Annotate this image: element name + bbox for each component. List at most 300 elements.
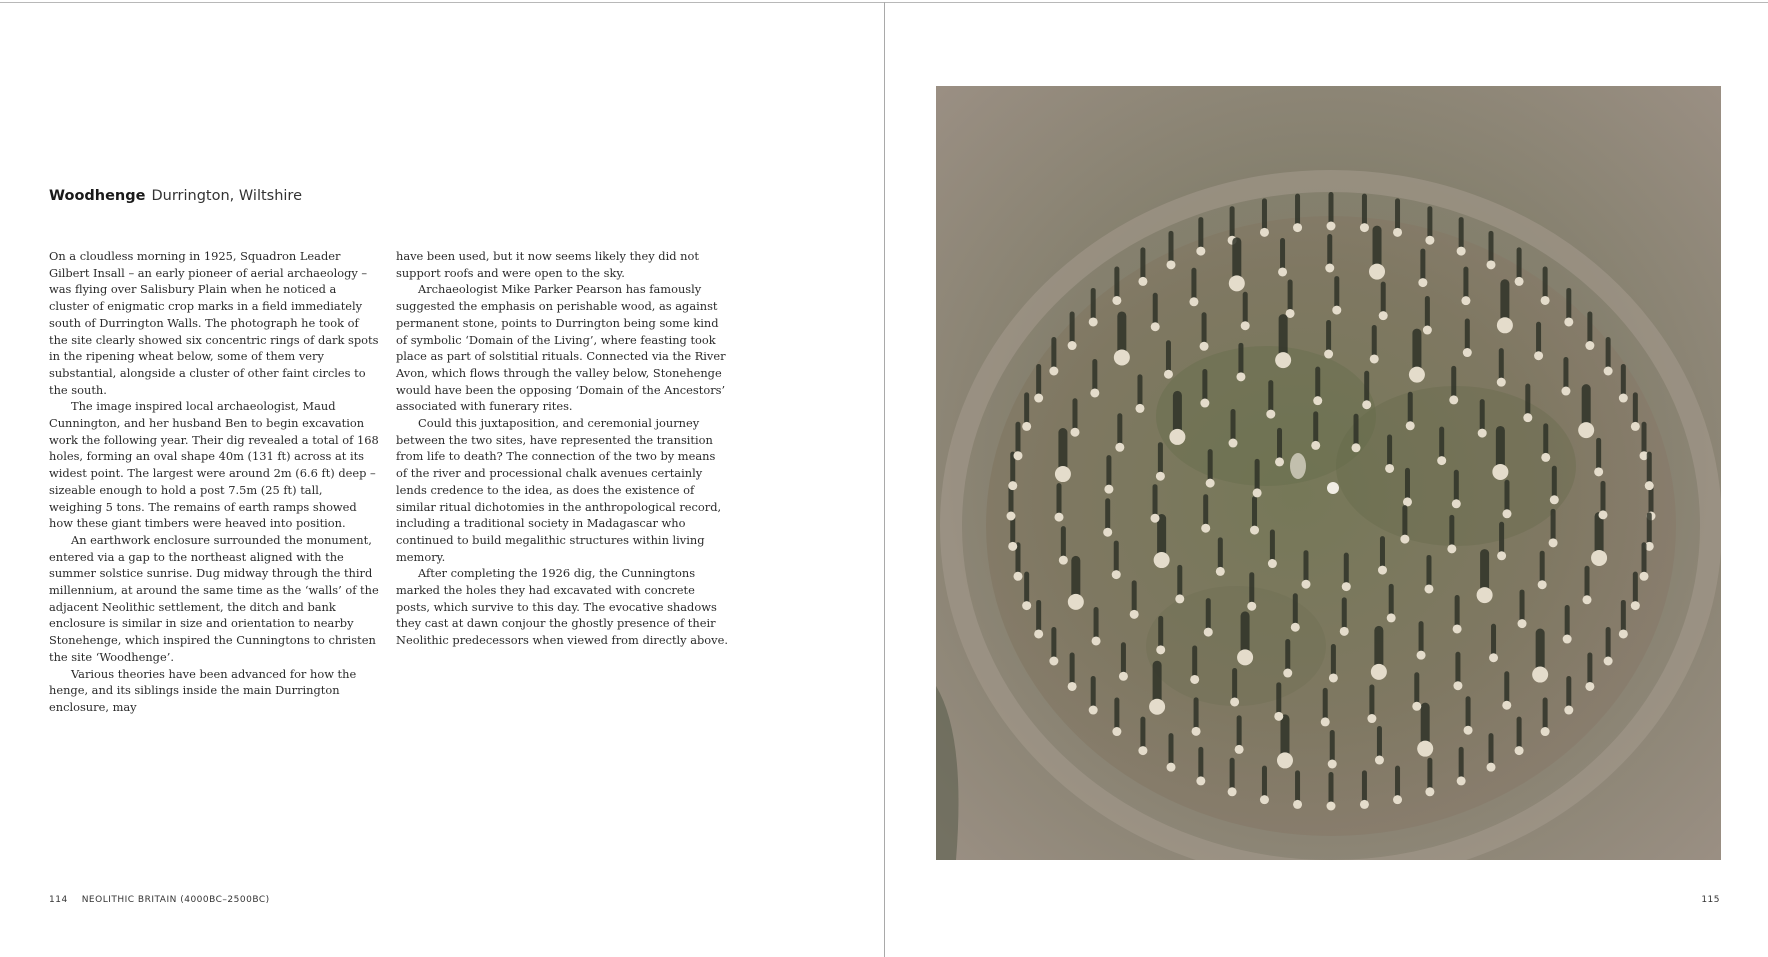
concrete-post: [1293, 800, 1302, 809]
concrete-post: [1325, 264, 1334, 273]
post-shadow: [1420, 249, 1425, 283]
concrete-post: [1260, 795, 1269, 804]
concrete-post: [1385, 464, 1394, 473]
concrete-post: [1424, 584, 1433, 593]
post-shadow: [1295, 194, 1300, 228]
post-shadow: [1425, 296, 1430, 330]
post-shadow: [1499, 522, 1504, 556]
concrete-post: [1228, 787, 1237, 796]
concrete-post: [1378, 566, 1387, 575]
post-shadow: [1585, 566, 1590, 600]
post-shadow: [1252, 496, 1257, 530]
post-shadow: [1647, 452, 1652, 486]
post-shadow: [1587, 312, 1592, 346]
concrete-post: [1594, 467, 1603, 476]
post-shadow: [1295, 770, 1300, 804]
concrete-post: [1492, 464, 1508, 480]
paragraph: Archaeologist Mike Parker Pearson has famously suggested the emphasis on perishable wood, as against permanent stone, points to Durrington being some kind of symbolic ‘Domain of the Living’, where feasting took place as part of solstitial rituals. Connected via the River Avon, which flows through the valley below, Stonehenge would have been the opposing ‘Domain of the Ancestors’ associated with funerary rites.: [396, 282, 726, 414]
concrete-post: [1541, 296, 1550, 305]
concrete-post: [1253, 488, 1262, 497]
concrete-post: [1230, 697, 1239, 706]
concrete-post: [1138, 277, 1147, 286]
post-shadow: [1276, 682, 1281, 716]
post-shadow: [1587, 652, 1592, 686]
post-shadow: [1121, 642, 1126, 676]
concrete-post: [1275, 457, 1284, 466]
right-page-number: 115: [1701, 895, 1720, 905]
concrete-post: [1068, 341, 1077, 350]
concrete-post: [1449, 395, 1458, 404]
post-shadow: [1489, 231, 1494, 265]
post-shadow: [1489, 733, 1494, 767]
post-shadow: [1331, 644, 1336, 678]
post-shadow: [1237, 715, 1242, 749]
concrete-post: [1192, 727, 1201, 736]
left-page-footer: [49, 895, 270, 905]
post-shadow: [1536, 322, 1541, 356]
post-shadow: [1036, 600, 1041, 634]
post-shadow: [1106, 455, 1111, 489]
concrete-post: [1034, 394, 1043, 403]
concrete-post: [1247, 602, 1256, 611]
concrete-post: [1149, 699, 1165, 715]
concrete-post: [1417, 741, 1433, 757]
paragraph: After completing the 1926 dig, the Cunningtons marked the holes they had excavated with concrete posts, which survive to this day. The evocative shadows they cast at dawn conjour the ghostly presence of their Neolithic predecessors when viewed from directly above.: [396, 566, 728, 648]
post-shadow: [1326, 320, 1331, 354]
concrete-post: [1013, 572, 1022, 581]
post-shadow: [1313, 411, 1318, 445]
post-shadow: [1405, 468, 1410, 502]
post-shadow: [1024, 392, 1029, 426]
post-shadow: [1381, 282, 1386, 316]
post-shadow: [1206, 598, 1211, 632]
post-shadow: [1285, 639, 1290, 673]
concrete-post: [1206, 479, 1215, 488]
concrete-post: [1502, 701, 1511, 710]
concrete-post: [1250, 526, 1259, 535]
concrete-post: [1200, 342, 1209, 351]
concrete-post: [1229, 275, 1245, 291]
concrete-post: [1204, 628, 1213, 637]
left-text-column: [49, 248, 379, 716]
post-shadow: [1362, 194, 1367, 228]
concrete-post: [1055, 466, 1071, 482]
post-shadow: [1072, 398, 1077, 432]
post-shadow: [1543, 423, 1548, 457]
post-shadow: [1354, 414, 1359, 448]
post-shadow: [1169, 733, 1174, 767]
post-shadow: [1642, 542, 1647, 576]
concrete-post: [1515, 746, 1524, 755]
post-shadow: [1395, 198, 1400, 232]
post-shadow: [1426, 555, 1431, 589]
concrete-post: [1089, 706, 1098, 715]
post-shadow: [1268, 380, 1273, 414]
concrete-post: [1631, 422, 1640, 431]
concrete-post: [1332, 306, 1341, 315]
concrete-post: [1327, 802, 1336, 811]
post-shadow: [1270, 530, 1275, 564]
post-shadow: [1621, 600, 1626, 634]
concrete-post: [1008, 481, 1017, 490]
concrete-post: [1457, 247, 1466, 256]
post-shadow: [1525, 384, 1530, 418]
post-shadow: [1303, 550, 1308, 584]
concrete-post: [1049, 657, 1058, 666]
concrete-post: [1457, 776, 1466, 785]
concrete-post: [1112, 570, 1121, 579]
post-shadow: [1565, 605, 1570, 639]
concrete-post: [1022, 422, 1031, 431]
concrete-post: [1418, 278, 1427, 287]
concrete-post: [1564, 317, 1573, 326]
post-shadow: [1606, 627, 1611, 661]
post-shadow: [1208, 449, 1213, 483]
post-shadow: [1288, 279, 1293, 313]
concrete-post: [1200, 399, 1209, 408]
post-shadow: [1015, 422, 1020, 456]
concrete-post: [1375, 756, 1384, 765]
post-shadow: [1504, 671, 1509, 705]
post-shadow: [1177, 565, 1182, 599]
post-shadow: [1499, 348, 1504, 382]
post-shadow: [1070, 652, 1075, 686]
post-shadow: [1243, 292, 1248, 326]
concrete-post: [1393, 795, 1402, 804]
concrete-post: [1425, 236, 1434, 245]
post-shadow: [1596, 438, 1601, 472]
post-shadow: [1480, 399, 1485, 433]
concrete-post: [1190, 675, 1199, 684]
post-shadow: [1238, 343, 1243, 377]
concrete-post: [1112, 296, 1121, 305]
concrete-post: [1400, 535, 1409, 544]
concrete-post: [1409, 367, 1425, 383]
post-shadow: [1642, 422, 1647, 456]
concrete-post: [1538, 580, 1547, 589]
concrete-post: [1453, 624, 1462, 633]
post-shadow: [1094, 607, 1099, 641]
post-shadow: [1293, 593, 1298, 627]
concrete-post: [1598, 510, 1607, 519]
concrete-post: [1260, 228, 1269, 237]
concrete-post: [1550, 495, 1559, 504]
concrete-post: [1268, 559, 1277, 568]
concrete-post: [1034, 629, 1043, 638]
concrete-post: [1175, 594, 1184, 603]
post-shadow: [1140, 717, 1145, 751]
concrete-post: [1278, 267, 1287, 276]
concrete-post: [1478, 429, 1487, 438]
post-shadow: [1329, 772, 1334, 806]
concrete-post: [1417, 651, 1426, 660]
concrete-post: [1640, 572, 1649, 581]
post-shadow: [1342, 597, 1347, 631]
concrete-post: [1119, 672, 1128, 681]
concrete-post: [1340, 627, 1349, 636]
post-shadow: [1389, 584, 1394, 618]
post-shadow: [1091, 676, 1096, 710]
post-shadow: [1230, 758, 1235, 792]
concrete-post: [1387, 613, 1396, 622]
post-shadow: [1166, 340, 1171, 374]
concrete-post: [1130, 610, 1139, 619]
paragraph: Could this juxtaposition, and ceremonial journey between the two sites, have represented the transition from life to death? The connection of the two by means of the river and processional chalk avenues certainly lends credence to the idea, as does the existence of similar ritual dichotomies in the anthropological record, including a traditional society in Madagascar who continued to build megalithic structures within living memory.: [396, 416, 722, 564]
post-shadow: [1566, 676, 1571, 710]
concrete-post: [1534, 351, 1543, 360]
post-shadow: [1427, 758, 1432, 792]
concrete-post: [1114, 349, 1130, 365]
post-shadow: [1517, 717, 1522, 751]
post-shadow: [1517, 247, 1522, 281]
concrete-post: [1216, 567, 1225, 576]
concrete-post: [1477, 587, 1493, 603]
post-shadow: [1455, 595, 1460, 629]
concrete-post: [1563, 635, 1572, 644]
concrete-post: [1461, 296, 1470, 305]
post-shadow: [1132, 580, 1137, 614]
right-text-column: [396, 248, 728, 649]
post-shadow: [1451, 366, 1456, 400]
post-shadow: [1137, 374, 1142, 408]
concrete-post: [1089, 317, 1098, 326]
post-shadow: [1191, 268, 1196, 302]
post-shadow: [1231, 409, 1236, 443]
concrete-post: [1104, 485, 1113, 494]
post-shadow: [1114, 698, 1119, 732]
post-shadow: [1395, 766, 1400, 800]
concrete-post: [1022, 601, 1031, 610]
post-shadow: [1024, 572, 1029, 606]
concrete-post: [1237, 649, 1253, 665]
paragraph: Various theories have been advanced for how the henge, and its siblings inside the main Durrington enclosure, may: [49, 666, 357, 714]
concrete-post: [1423, 326, 1432, 335]
post-shadow: [1364, 371, 1369, 405]
concrete-post: [1274, 712, 1283, 721]
concrete-post: [1412, 702, 1421, 711]
post-shadow: [1543, 698, 1548, 732]
post-shadow: [1329, 192, 1334, 226]
concrete-post: [1371, 664, 1387, 680]
concrete-post: [1324, 350, 1333, 359]
concrete-post: [1645, 481, 1654, 490]
post-shadow: [1051, 337, 1056, 371]
post-shadow: [1203, 494, 1208, 528]
concrete-post: [1497, 551, 1506, 560]
concrete-post: [1154, 552, 1170, 568]
post-shadow: [1218, 537, 1223, 571]
concrete-post: [1583, 595, 1592, 604]
post-shadow: [1491, 624, 1496, 658]
post-shadow: [1540, 551, 1545, 585]
concrete-post: [1196, 247, 1205, 256]
concrete-post: [1008, 542, 1017, 551]
post-shadow: [1334, 276, 1339, 310]
concrete-post: [1393, 228, 1402, 237]
concrete-post: [1013, 451, 1022, 460]
post-shadow: [1600, 481, 1605, 515]
heading-place: Woodhenge: [49, 188, 146, 204]
paragraph: The image inspired local archaeologist, Maud Cunnington, and her husband Ben to begin excavation work the following year. Their dig revealed a total of 168 holes, forming an oval shape 40m (131 ft) across at its widest point. The largest were around 2m (6.6 ft) deep – sizeable enough to hold a post 7.5m (25 ft) tall, weighing 5 tons. The remains of earth ramps showed how these giant timbers were heaved into position.: [49, 399, 379, 531]
post-shadow: [1262, 766, 1267, 800]
post-shadow: [1194, 697, 1199, 731]
post-shadow: [1387, 434, 1392, 468]
post-shadow: [1158, 616, 1163, 650]
concrete-post: [1112, 727, 1121, 736]
concrete-post: [1115, 443, 1124, 452]
concrete-post: [1578, 422, 1594, 438]
concrete-post: [1532, 667, 1548, 683]
concrete-post: [1167, 260, 1176, 269]
post-shadow: [1330, 730, 1335, 764]
post-shadow: [1455, 652, 1460, 686]
concrete-post: [1151, 514, 1160, 523]
post-shadow: [1280, 238, 1285, 272]
heading-location: Durrington, Wiltshire: [151, 188, 302, 204]
post-shadow: [1061, 526, 1066, 560]
section-title: NEOLITHIC BRITAIN (4000BC–2500BC): [81, 895, 270, 905]
post-shadow: [1158, 442, 1163, 476]
concrete-post: [1235, 745, 1244, 754]
post-shadow: [1202, 369, 1207, 403]
post-shadow: [1459, 747, 1464, 781]
central-post: [1327, 482, 1339, 494]
post-shadow: [1051, 627, 1056, 661]
concrete-post: [1070, 428, 1079, 437]
concrete-post: [1367, 714, 1376, 723]
concrete-post: [1352, 443, 1361, 452]
paragraph: have been used, but it now seems likely they did not support roofs and were open to the sky.: [396, 249, 699, 280]
concrete-post: [1591, 550, 1607, 566]
post-shadow: [1198, 747, 1203, 781]
post-shadow: [1552, 466, 1557, 500]
post-shadow: [1249, 572, 1254, 606]
concrete-post: [1167, 763, 1176, 772]
post-shadow: [1255, 459, 1260, 493]
concrete-post: [1502, 509, 1511, 518]
post-shadow: [1606, 337, 1611, 371]
post-shadow: [1621, 364, 1626, 398]
post-shadow: [1153, 293, 1158, 327]
woodhenge-aerial-image: [936, 86, 1721, 860]
post-shadow: [1449, 515, 1454, 549]
post-shadow: [1344, 553, 1349, 587]
concrete-post: [1283, 669, 1292, 678]
post-shadow: [1105, 498, 1110, 532]
concrete-post: [1453, 681, 1462, 690]
concrete-post: [1425, 787, 1434, 796]
post-shadow: [1463, 267, 1468, 301]
post-shadow: [1551, 509, 1556, 543]
concrete-post: [1321, 717, 1330, 726]
post-shadow: [1414, 672, 1419, 706]
concrete-post: [1138, 746, 1147, 755]
concrete-post: [1604, 657, 1613, 666]
post-shadow: [1520, 590, 1525, 624]
concrete-post: [1541, 453, 1550, 462]
post-shadow: [1369, 685, 1374, 719]
post-shadow: [1202, 312, 1207, 346]
post-shadow: [1633, 392, 1638, 426]
concrete-post: [1135, 404, 1144, 413]
post-shadow: [1563, 357, 1568, 391]
concrete-post: [1379, 311, 1388, 320]
concrete-post: [1437, 456, 1446, 465]
post-shadow: [1323, 688, 1328, 722]
post-shadow: [1402, 505, 1407, 539]
post-shadow: [1459, 217, 1464, 251]
post-shadow: [1092, 359, 1097, 393]
concrete-post: [1515, 277, 1524, 286]
post-shadow: [1262, 198, 1267, 232]
concrete-post: [1103, 528, 1112, 537]
post-shadow: [1362, 770, 1367, 804]
post-shadow: [1036, 364, 1041, 398]
post-shadow: [1377, 726, 1382, 760]
concrete-post: [1585, 341, 1594, 350]
concrete-post: [1463, 348, 1472, 357]
post-shadow: [1057, 483, 1062, 517]
concrete-post: [1327, 222, 1336, 231]
post-shadow: [1070, 312, 1075, 346]
post-shadow: [1327, 234, 1332, 268]
concrete-post: [1518, 619, 1527, 628]
concrete-post: [1229, 439, 1238, 448]
post-shadow: [1153, 484, 1158, 518]
post-shadow: [1465, 319, 1470, 353]
paragraph: On a cloudless morning in 1925, Squadron Leader Gilbert Insall – an early pioneer of aerial archaeology – was flying over Salisbury Plain when he noticed a cluster of enigmatic crop marks in a field immediately south of Durrington Walls. The photograph he took of the site clearly showed six concentric rings of dark spots in the ripening wheat below, some of them very substantial, alongside a cluster of other faint circles to the south.: [49, 249, 379, 397]
concrete-post: [1275, 352, 1291, 368]
concrete-post: [1291, 623, 1300, 632]
concrete-post: [1487, 260, 1496, 269]
concrete-post: [1541, 727, 1550, 736]
concrete-post: [1342, 582, 1351, 591]
concrete-post: [1293, 223, 1302, 232]
concrete-post: [1329, 673, 1338, 682]
post-shadow: [1408, 392, 1413, 426]
concrete-post: [1196, 776, 1205, 785]
post-shadow: [1091, 288, 1096, 322]
concrete-post: [1164, 370, 1173, 379]
concrete-post: [1241, 321, 1250, 330]
concrete-post: [1549, 538, 1558, 547]
concrete-post: [1169, 429, 1185, 445]
concrete-post: [1362, 400, 1371, 409]
concrete-post: [1564, 706, 1573, 715]
post-shadow: [1232, 668, 1237, 702]
concrete-post: [1311, 441, 1320, 450]
concrete-post: [1156, 645, 1165, 654]
concrete-post: [1369, 264, 1385, 280]
post-shadow: [1419, 621, 1424, 655]
post-shadow: [1230, 206, 1235, 240]
concrete-post: [1406, 421, 1415, 430]
post-shadow: [1427, 206, 1432, 240]
concrete-post: [1403, 497, 1412, 506]
concrete-post: [1487, 763, 1496, 772]
concrete-post: [1266, 410, 1275, 419]
post-shadow: [1454, 470, 1459, 504]
concrete-post: [1007, 512, 1016, 521]
aerial-photograph: [936, 86, 1721, 860]
concrete-post: [1585, 682, 1594, 691]
concrete-post: [1497, 378, 1506, 387]
concrete-post: [1328, 759, 1337, 768]
concrete-post: [1464, 726, 1473, 735]
post-shadow: [1140, 247, 1145, 281]
concrete-post: [1236, 372, 1245, 381]
concrete-post: [1619, 394, 1628, 403]
